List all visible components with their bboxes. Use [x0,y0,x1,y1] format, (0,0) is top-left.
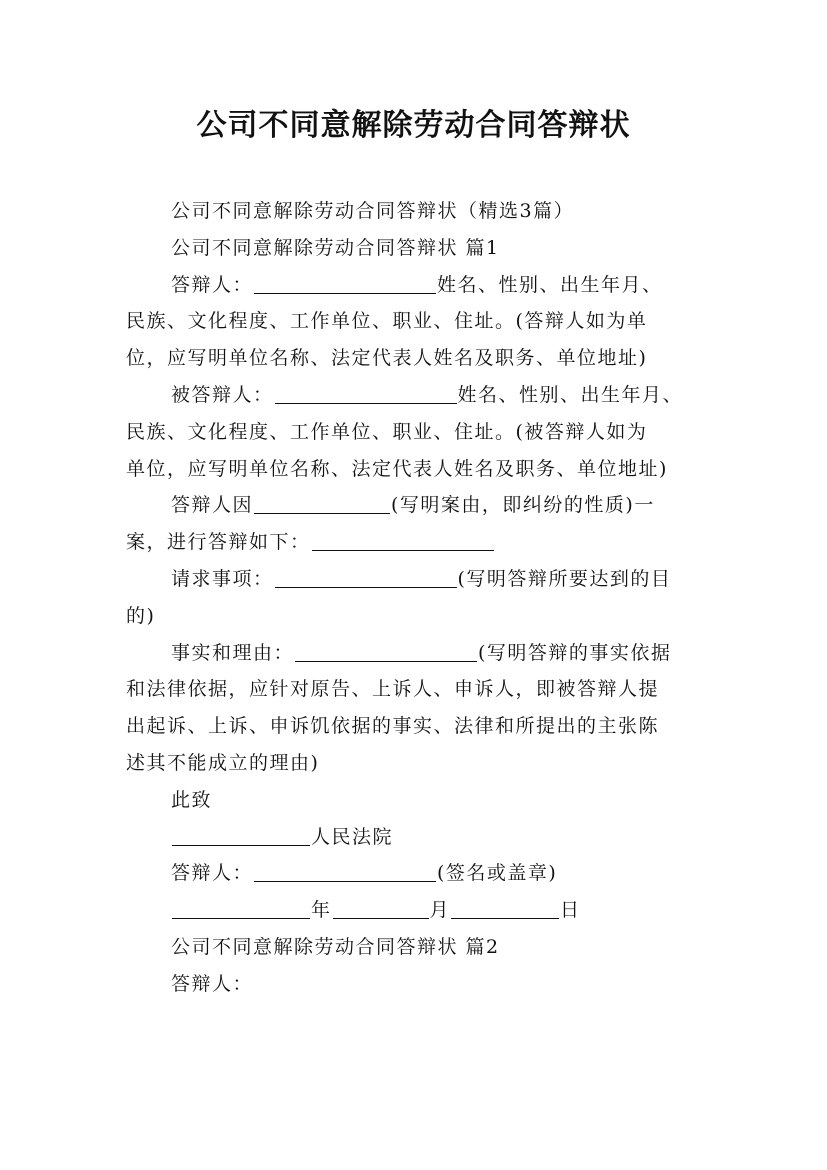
section-heading [126,230,706,267]
text-line [126,303,706,340]
text: 此致 [171,788,213,811]
text: 答辩人： [171,273,254,296]
text: (签名或盖章) [437,862,558,885]
facts-line [126,635,706,672]
text: (写明答辩的事实依据 [478,641,672,664]
text: 述其不能成立的理由) [126,751,320,774]
blank-field [254,271,436,294]
respondent-line [126,267,706,304]
blank-field [275,565,457,588]
text-line [126,414,706,451]
signature-line [126,855,706,892]
case-line [126,487,706,524]
text: 月 [429,899,451,922]
text: 事实和理由： [171,641,295,664]
blank-field [254,491,390,514]
blank-field [275,381,457,404]
text: 位，应写明单位名称、法定代表人姓名及职务、单位地址) [126,347,648,370]
text: 公司不同意解除劳动合同答辩状 篇2 [171,935,500,958]
text: 民族、文化程度、工作单位、职业、住址。(被答辩人如为 [126,420,648,443]
blank-field [254,859,436,882]
text: 答辩人： [171,862,254,885]
text: 答辩人： [171,972,254,995]
date-line [126,892,706,929]
text-line [126,671,706,708]
text: 人民法院 [311,825,394,848]
text: 民族、文化程度、工作单位、职业、住址。(答辩人如为单 [126,310,648,333]
text: 公司不同意解除劳动合同答辩状 篇1 [171,236,500,259]
document-body [126,193,706,1003]
blank-field [172,823,310,846]
text: 案，进行答辩如下： [126,531,311,554]
text: (写明案由，即纠纷的性质)一 [391,494,655,517]
section-heading [126,929,706,966]
respondee-line [126,377,706,414]
document-title: 公司不同意解除劳动合同答辩状 [196,108,631,143]
text: 和法律依据，应针对原告、上诉人、申诉人，即被答辩人提 [126,678,660,701]
text: 姓名、性别、出生年月、 [437,273,663,296]
text: 被答辩人： [171,383,274,406]
text: (写明答辩所要达到的目 [457,567,672,590]
text: 出起诉、上诉、申诉饥依据的事实、法律和所提出的主张陈 [126,715,660,738]
salutation [126,782,706,819]
text: 姓名、性别、出生年月、 [457,383,684,406]
blank-field [333,896,429,919]
text-line [126,745,706,782]
blank-field [172,896,310,919]
court-line [126,819,706,856]
text: 单位，应写明单位名称、法定代表人姓名及职务、单位地址) [126,457,668,480]
text-line [126,524,706,561]
text: 答辩人因 [171,494,254,517]
text-line [126,451,706,488]
blank-field [295,639,477,662]
claims-line [126,561,706,598]
text: 年 [311,899,332,922]
blank-field [312,528,494,551]
text-line [126,598,706,635]
text: 公司不同意解除劳动合同答辩状（精选3篇） [171,200,575,222]
text-line [126,708,706,745]
text: 的) [126,604,156,627]
blank-field [451,896,559,919]
respondent-line [126,966,706,1003]
text: 请求事项： [171,567,274,590]
paragraph-heading [126,193,706,230]
text: 日 [560,899,581,922]
text-line [126,340,706,377]
